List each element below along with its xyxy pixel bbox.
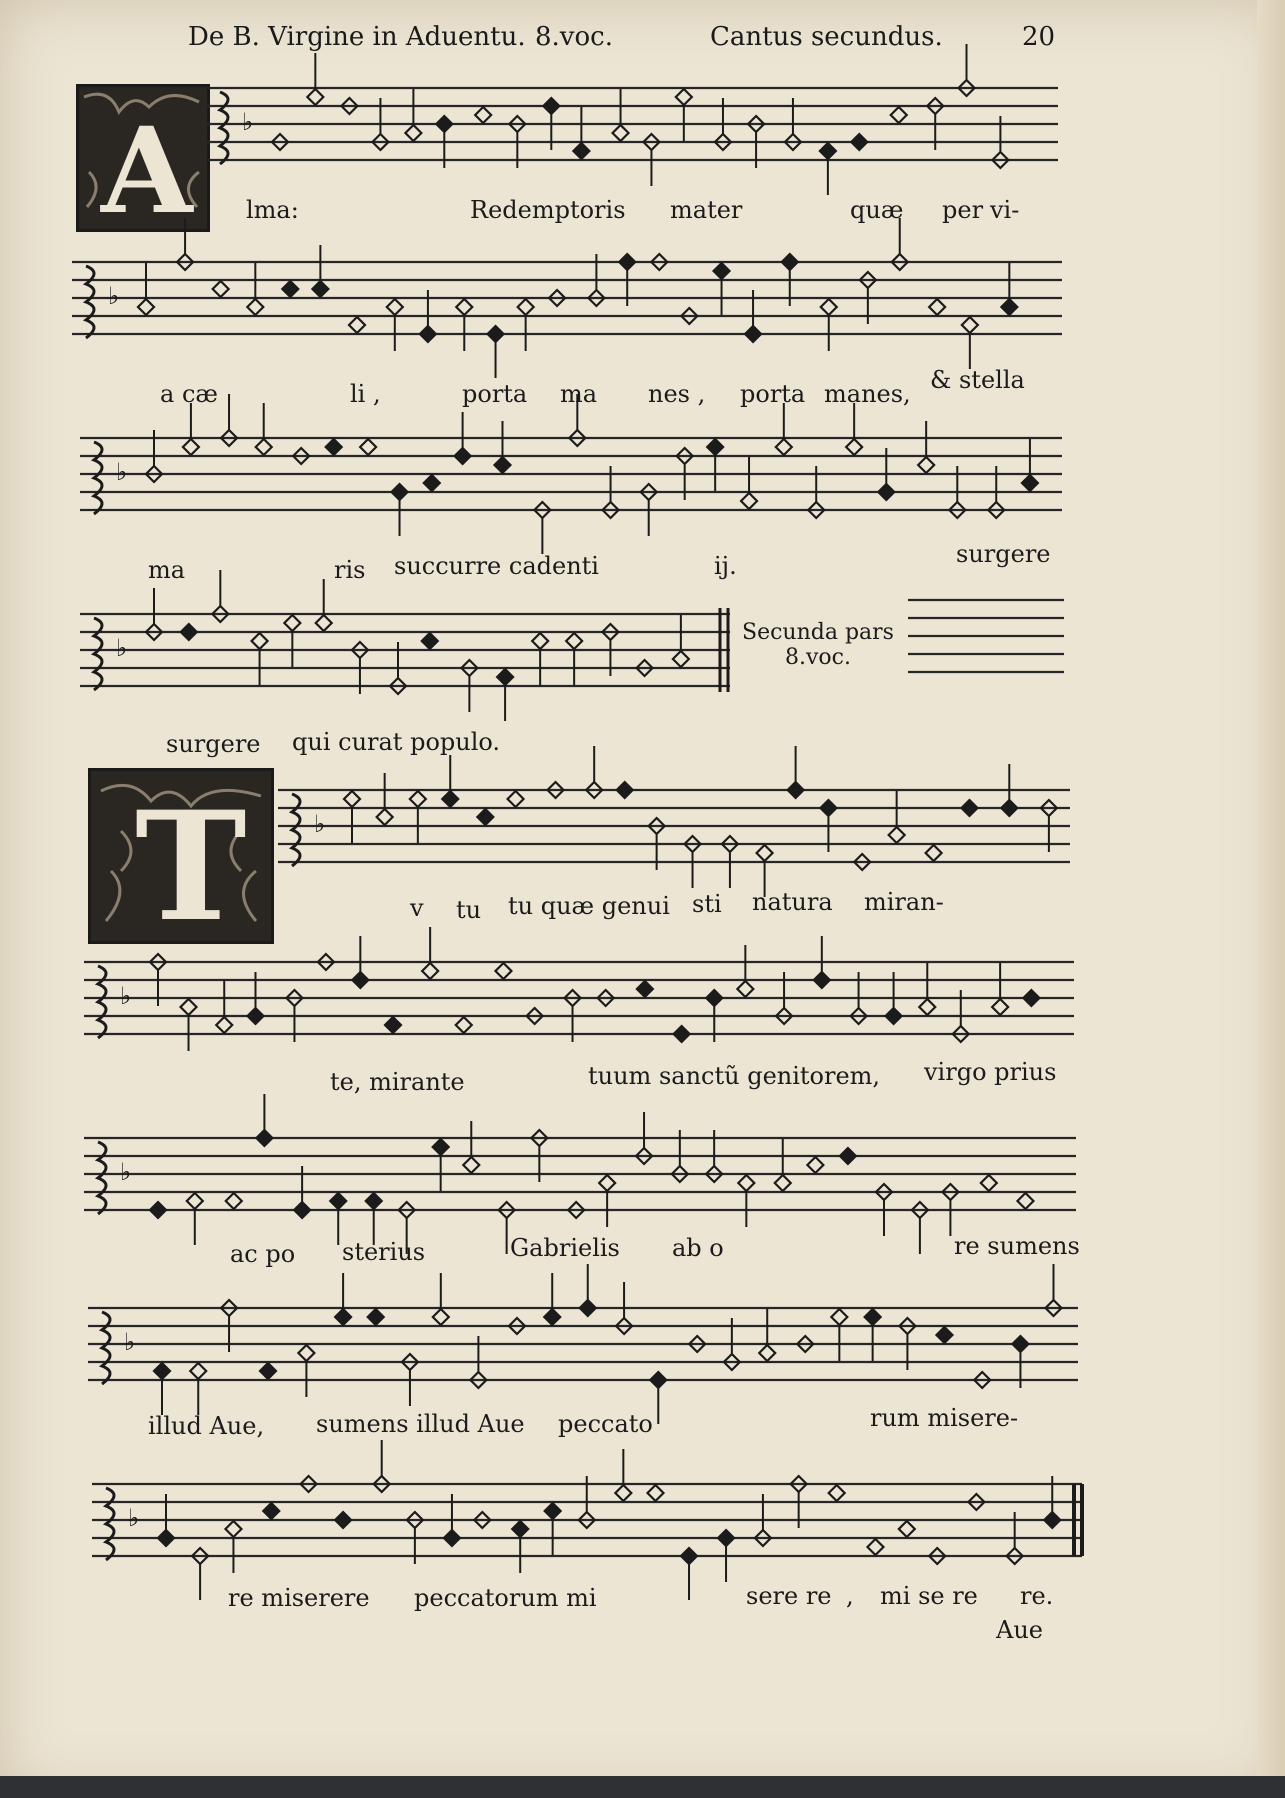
note-icon — [775, 1175, 791, 1191]
initial-letter: A — [101, 101, 193, 240]
lyric: sere re — [746, 1582, 832, 1610]
staff — [84, 1094, 1076, 1254]
note-icon — [831, 1309, 847, 1325]
lyric: tu — [456, 896, 482, 924]
note-icon — [738, 1175, 754, 1191]
note-icon — [477, 809, 493, 825]
flat-sign-icon: ♭ — [120, 982, 132, 1010]
lyric: peccato — [558, 1410, 653, 1438]
note-icon — [256, 1130, 272, 1146]
lyric: virgo prius — [924, 1058, 1057, 1086]
note-icon — [1022, 475, 1038, 491]
note-icon — [776, 439, 792, 455]
flat-sign-icon: ♭ — [124, 1328, 136, 1356]
header-title: De B. Virgine in Aduentu. — [188, 22, 526, 52]
lyric: miran- — [864, 888, 944, 916]
note-icon — [737, 981, 753, 997]
staff — [92, 1440, 1082, 1600]
note-icon — [150, 1202, 166, 1218]
lyric: vi- — [990, 196, 1020, 224]
note-icon — [433, 1139, 449, 1155]
staff — [80, 394, 1062, 554]
lyric: tu quæ genui — [508, 892, 670, 920]
lyric: ma — [560, 380, 598, 408]
lyric: li , — [350, 380, 381, 408]
note-icon — [335, 1512, 351, 1528]
lyric: nes , — [648, 380, 706, 408]
clef-icon — [106, 1488, 114, 1560]
note-icon — [463, 1157, 479, 1173]
note-icon — [183, 439, 199, 455]
note-icon — [829, 1485, 845, 1501]
note-icon — [330, 1193, 346, 1209]
note-icon — [759, 1345, 775, 1361]
catchword: Aue — [996, 1616, 1043, 1644]
note-icon — [918, 457, 934, 473]
note-icon — [298, 1345, 314, 1361]
page-number: 20 — [1022, 22, 1056, 52]
flat-sign-icon: ♭ — [314, 810, 326, 838]
note-icon — [566, 633, 582, 649]
note-icon — [436, 116, 452, 132]
staff — [88, 1264, 1078, 1424]
note-icon — [889, 827, 905, 843]
clef-icon — [94, 618, 102, 690]
note-icon — [494, 457, 510, 473]
lyric: Redemptoris — [470, 196, 626, 224]
note-icon — [247, 1008, 263, 1024]
note-icon — [263, 1503, 279, 1519]
staff — [84, 927, 1074, 1051]
note-icon — [846, 439, 862, 455]
note-icon — [929, 299, 945, 315]
note-icon — [518, 299, 534, 315]
note-icon — [673, 651, 689, 667]
note-icon — [385, 1017, 401, 1033]
flat-sign-icon: ♭ — [116, 634, 128, 662]
staff — [80, 570, 730, 721]
note-icon — [814, 972, 830, 988]
note-icon — [433, 1309, 449, 1325]
flat-sign-icon: ♭ — [116, 458, 128, 486]
lyric: & stella — [930, 366, 1025, 394]
note-icon — [392, 484, 408, 500]
clef-icon — [94, 442, 102, 514]
lyric: re miserere — [228, 1584, 370, 1612]
note-icon — [820, 143, 836, 159]
lyric: per — [942, 196, 984, 224]
note-icon — [444, 1530, 460, 1546]
note-icon — [707, 439, 723, 455]
lyric: , — [846, 1582, 854, 1610]
note-icon — [757, 845, 773, 861]
clef-icon — [220, 92, 228, 164]
note-icon — [1023, 990, 1039, 1006]
note-icon — [706, 990, 722, 1006]
lyric: Gabrielis — [510, 1234, 620, 1262]
lyric: surgere — [956, 540, 1051, 568]
note-icon — [508, 791, 524, 807]
note-icon — [252, 633, 268, 649]
note-icon — [1017, 1193, 1033, 1209]
note-icon — [532, 633, 548, 649]
note-icon — [154, 1363, 170, 1379]
note-icon — [619, 254, 635, 270]
note-icon — [307, 89, 323, 105]
note-icon — [181, 624, 197, 640]
lyric: manes, — [824, 380, 911, 408]
note-icon — [377, 809, 393, 825]
note-icon — [405, 125, 421, 141]
note-icon — [247, 299, 263, 315]
lyric: a cæ — [160, 380, 218, 408]
note-icon — [981, 1175, 997, 1191]
note-icon — [360, 439, 376, 455]
clef-icon — [86, 266, 94, 338]
note-icon — [674, 1026, 690, 1042]
initial-letter: T — [135, 779, 247, 955]
note-icon — [335, 1309, 351, 1325]
note-icon — [284, 615, 300, 631]
note-icon — [840, 1148, 856, 1164]
note-icon — [225, 1521, 241, 1537]
note-icon — [256, 439, 272, 455]
note-icon — [1012, 1336, 1028, 1352]
note-icon — [497, 669, 513, 685]
clef-icon — [102, 1312, 110, 1384]
lyric: mater — [670, 196, 743, 224]
clef-icon — [98, 1142, 106, 1214]
note-icon — [282, 281, 298, 297]
note-icon — [891, 107, 907, 123]
note-icon — [422, 963, 438, 979]
note-icon — [899, 1521, 915, 1537]
note-icon — [865, 1309, 881, 1325]
note-icon — [543, 98, 559, 114]
lyric: ac po — [230, 1240, 296, 1268]
lyric: v — [410, 894, 424, 922]
note-icon — [714, 263, 730, 279]
note-icon — [544, 1309, 560, 1325]
note-icon — [456, 1017, 472, 1033]
lyric: illud Aue, — [148, 1412, 265, 1440]
lyric: tuum sanctũ genitorem, — [588, 1062, 881, 1090]
note-icon — [190, 1363, 206, 1379]
note-icon — [368, 1309, 384, 1325]
lyric: ris — [334, 556, 366, 584]
lyric: peccatorum mi — [414, 1584, 597, 1612]
lyric: rum misere- — [870, 1404, 1019, 1432]
lyric: re sumens — [954, 1232, 1080, 1260]
note-icon — [878, 484, 894, 500]
note-icon — [676, 89, 692, 105]
note-icon — [352, 972, 368, 988]
lyric: sterius — [342, 1238, 426, 1266]
note-icon — [782, 254, 798, 270]
lyric: mi se re — [880, 1582, 978, 1610]
note-icon — [580, 1300, 596, 1316]
note-icon — [488, 326, 504, 342]
note-icon — [326, 439, 342, 455]
note-icon — [424, 475, 440, 491]
lyric: porta — [740, 380, 806, 408]
note-icon — [158, 1530, 174, 1546]
staff — [72, 218, 1062, 378]
flat-sign-icon: ♭ — [128, 1504, 140, 1532]
note-icon — [260, 1363, 276, 1379]
note-icon — [216, 1017, 232, 1033]
note-icon — [573, 143, 589, 159]
lyric: re. — [1020, 1582, 1054, 1610]
note-icon — [349, 317, 365, 333]
note-icon — [615, 1485, 631, 1501]
clef-icon — [98, 966, 106, 1038]
note-icon — [788, 782, 804, 798]
note-icon — [886, 1008, 902, 1024]
note-icon — [807, 1157, 823, 1173]
staff — [206, 44, 1058, 195]
lyric: sumens illud Aue — [316, 1410, 525, 1438]
note-icon — [420, 326, 436, 342]
note-icon — [545, 1503, 561, 1519]
note-icon — [821, 299, 837, 315]
lyric: ab o — [672, 1234, 724, 1262]
note-icon — [681, 1548, 697, 1564]
note-icon — [1044, 1512, 1060, 1528]
header-part: Cantus secundus. — [710, 22, 943, 52]
note-icon — [867, 1539, 883, 1555]
note-icon — [344, 791, 360, 807]
lyric: lma: — [246, 196, 299, 224]
note-icon — [456, 299, 472, 315]
lyric: porta — [462, 380, 528, 408]
note-icon — [718, 1530, 734, 1546]
lyric: ij. — [714, 552, 737, 580]
background-strip — [0, 1776, 1285, 1798]
note-icon — [475, 107, 491, 123]
note-icon — [613, 125, 629, 141]
section-label-title: Secunda pars — [742, 620, 894, 645]
note-icon — [741, 493, 757, 509]
note-icon — [617, 782, 633, 798]
staff — [278, 746, 1070, 897]
header-voices: 8.voc. — [535, 22, 613, 52]
lyric: surgere — [166, 730, 261, 758]
lyric: qui curat populo. — [292, 728, 501, 756]
note-icon — [919, 999, 935, 1015]
lyric: sti — [692, 890, 722, 918]
section-label-voices: 8.voc. — [785, 645, 851, 670]
note-icon — [647, 1485, 663, 1501]
note-icon — [599, 1175, 615, 1191]
note-icon — [637, 981, 653, 997]
note-icon — [316, 615, 332, 631]
lyric: succurre cadenti — [394, 552, 599, 580]
note-icon — [961, 800, 977, 816]
note-icon — [387, 299, 403, 315]
note-icon — [213, 281, 229, 297]
note-icon — [455, 448, 471, 464]
note-icon — [992, 999, 1008, 1015]
lyric: natura — [752, 888, 833, 916]
note-icon — [512, 1521, 528, 1537]
note-icon — [294, 1202, 310, 1218]
note-icon — [926, 845, 942, 861]
lyric: te, mirante — [330, 1068, 465, 1096]
flat-sign-icon: ♭ — [120, 1158, 132, 1186]
note-icon — [366, 1193, 382, 1209]
note-icon — [312, 281, 328, 297]
lyric: ma — [148, 556, 186, 584]
flat-sign-icon: ♭ — [242, 108, 254, 136]
note-icon — [422, 633, 438, 649]
note-icon — [181, 999, 197, 1015]
note-icon — [851, 134, 867, 150]
note-icon — [226, 1193, 242, 1209]
note-icon — [1001, 299, 1017, 315]
note-icon — [936, 1327, 952, 1343]
note-icon — [442, 791, 458, 807]
clef-icon — [292, 794, 300, 866]
note-icon — [820, 800, 836, 816]
note-icon — [650, 1372, 666, 1388]
note-icon — [187, 1193, 203, 1209]
lyric: quæ — [850, 196, 904, 224]
note-icon — [495, 963, 511, 979]
note-icon — [410, 791, 426, 807]
note-icon — [962, 317, 978, 333]
section-label — [728, 620, 908, 670]
note-icon — [1001, 800, 1017, 816]
note-icon — [745, 326, 761, 342]
flat-sign-icon: ♭ — [108, 282, 120, 310]
note-icon — [138, 299, 154, 315]
